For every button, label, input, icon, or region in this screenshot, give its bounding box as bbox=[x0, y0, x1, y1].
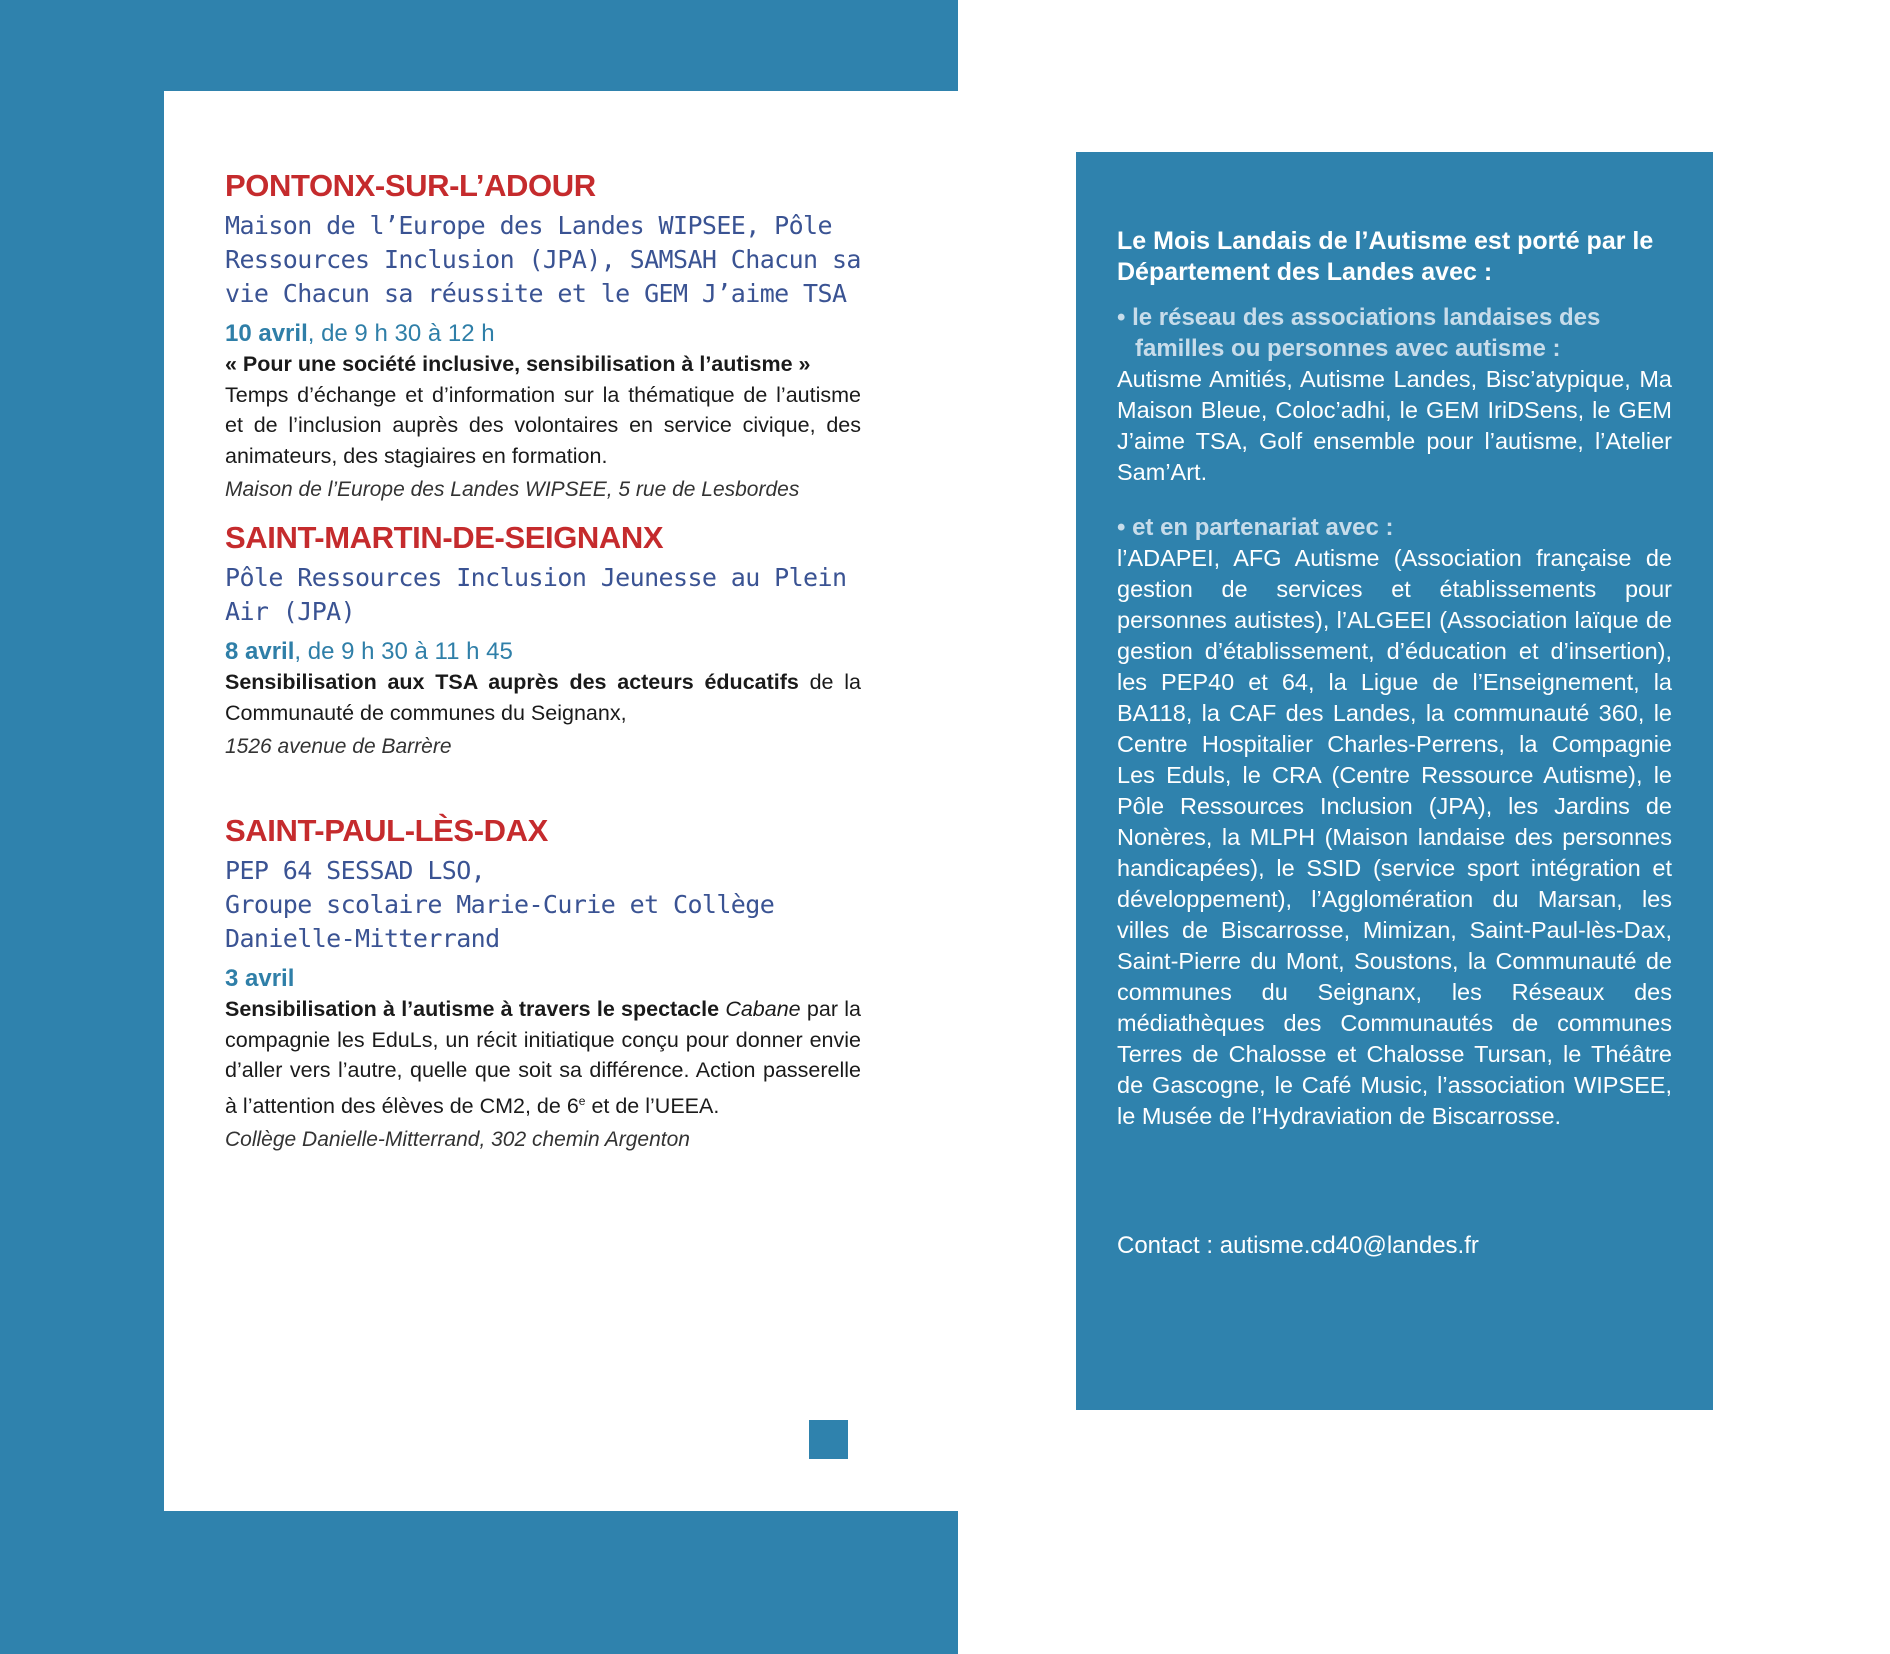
event-description-text: par la compagnie les EduLs, un récit initiatique conçu pour donner envie d’aller vers l’autre, quelle que soit sa différence. Action passerelle à l’attention des élèves de CM2, de 6 bbox=[225, 997, 861, 1118]
event-date: 3 avril bbox=[225, 965, 295, 992]
grade-superscript: e bbox=[578, 1093, 586, 1108]
page-marker-square bbox=[809, 1420, 848, 1459]
event-title-text: Sensibilisation à l’autisme à travers le spectacle bbox=[225, 997, 726, 1021]
panel-intro: Le Mois Landais de l’Autisme est porté par le Département des Landes avec : bbox=[1117, 227, 1654, 286]
event-date-line bbox=[225, 319, 861, 349]
bullet-heading-associations bbox=[1117, 302, 1672, 364]
event-date: 10 avril bbox=[225, 320, 308, 347]
partners-content bbox=[1117, 226, 1672, 1259]
event-organizer: Maison de l’Europe des Landes WIPSEE, Pôle Ressources Inclusion (JPA), SAMSAH Chacun sa vie Chacun sa réussite et le GEM J’aime TSA bbox=[225, 211, 861, 308]
city-heading: SAINT-MARTIN-DE-SEIGNANX bbox=[225, 520, 664, 555]
event-date: 8 avril bbox=[225, 638, 295, 665]
organizer-line-1: PEP 64 SESSAD LSO, bbox=[225, 856, 486, 885]
event-time: , de 9 h 30 à 12 h bbox=[307, 320, 495, 347]
event-address: Collège Danielle-Mitterrand, 302 chemin Argenton bbox=[225, 1128, 690, 1152]
organizer-line-2: Groupe scolaire Marie-Curie et Collège Danielle-Mitterrand bbox=[225, 890, 775, 953]
event-description-end: et de l’UEEA. bbox=[585, 1093, 720, 1118]
event-organizer bbox=[225, 854, 861, 956]
event-date-line bbox=[225, 964, 861, 994]
city-heading: SAINT-PAUL-LÈS-DAX bbox=[225, 813, 548, 848]
bullet-heading-line-1: • le réseau des associations landaises des bbox=[1117, 304, 1601, 331]
event-address: 1526 avenue de Barrère bbox=[225, 735, 452, 758]
event-description bbox=[225, 667, 861, 728]
partners-list: l’ADAPEI, AFG Autisme (Association française de gestion de services et établissements pour personnes autistes), l’ALGEEI (Association laïque de gestion d’établissement, d’éducation et d’insertion), les PEP40 et 64, la Ligue de l’Enseignement, la BA118, la CAF des Landes, la communauté 360, le Centre Hospitalier Charles-Perrens, la Compagnie Les Eduls, le CRA (Centre Ressource Autisme), le Pôle Ressources Inclusion (JPA), les Jardins de Nonères, la MLPH (Maison landaise des personnes handicapées), le SSID (service sport intégration et développement), l’Agglomération du Marsan, les villes de Biscarrosse, Mimizan, Saint-Paul-lès-Dax, Saint-Pierre du Mont, Soustons, la Communauté de communes du Seignanx, les Réseaux des médiathèques des Communautés de communes Terres de Chalosse et Chalosse Tursan, le Théâtre de Gascogne, le Café Music, l’association WIPSEE, le Musée de l’Hydraviation de Biscarrosse. bbox=[1117, 545, 1672, 1129]
event-date-line bbox=[225, 637, 861, 667]
event-description: Temps d’échange et d’information sur la thématique de l’autisme et de l’inclusion auprès des volontaires en service civique, des animateurs, des stagiaires en formation. bbox=[225, 382, 861, 468]
bullet-heading-line-2: familles ou personnes avec autisme : bbox=[1135, 335, 1561, 362]
event-time: , de 9 h 30 à 11 h 45 bbox=[294, 638, 513, 665]
event-description-text: de la Communauté de communes du Seignanx, bbox=[225, 670, 861, 725]
event-organizer: Pôle Ressources Inclusion Jeunesse au Plein Air (JPA) bbox=[225, 563, 847, 626]
event-pontonx bbox=[225, 167, 861, 505]
event-saint-paul bbox=[225, 812, 861, 1155]
contact-line[interactable]: Contact : autisme.cd40@landes.fr bbox=[1117, 1232, 1479, 1259]
event-title-text: Sensibilisation aux TSA auprès des acteurs éducatifs bbox=[225, 670, 799, 694]
event-address: Maison de l’Europe des Landes WIPSEE, 5 rue de Lesbordes bbox=[225, 478, 800, 501]
city-heading: PONTONX-SUR-L’ADOUR bbox=[225, 168, 596, 203]
event-description bbox=[225, 994, 861, 1121]
associations-list: Autisme Amitiés, Autisme Landes, Bisc’atypique, Ma Maison Bleue, Coloc’adhi, le GEM IriDSens, le GEM J’aime TSA, Golf ensemble pour l’autisme, l’Atelier Sam’Art. bbox=[1117, 366, 1672, 485]
event-saint-martin bbox=[225, 519, 861, 762]
bullet-heading-partners: • et en partenariat avec : bbox=[1117, 514, 1394, 541]
show-title: Cabane bbox=[725, 997, 801, 1021]
event-title-text: « Pour une société inclusive, sensibilisation à l’autisme » bbox=[225, 352, 811, 376]
left-page bbox=[164, 91, 958, 1511]
events-list bbox=[225, 167, 861, 1155]
partners-panel bbox=[1076, 152, 1713, 1410]
event-title bbox=[225, 349, 861, 380]
